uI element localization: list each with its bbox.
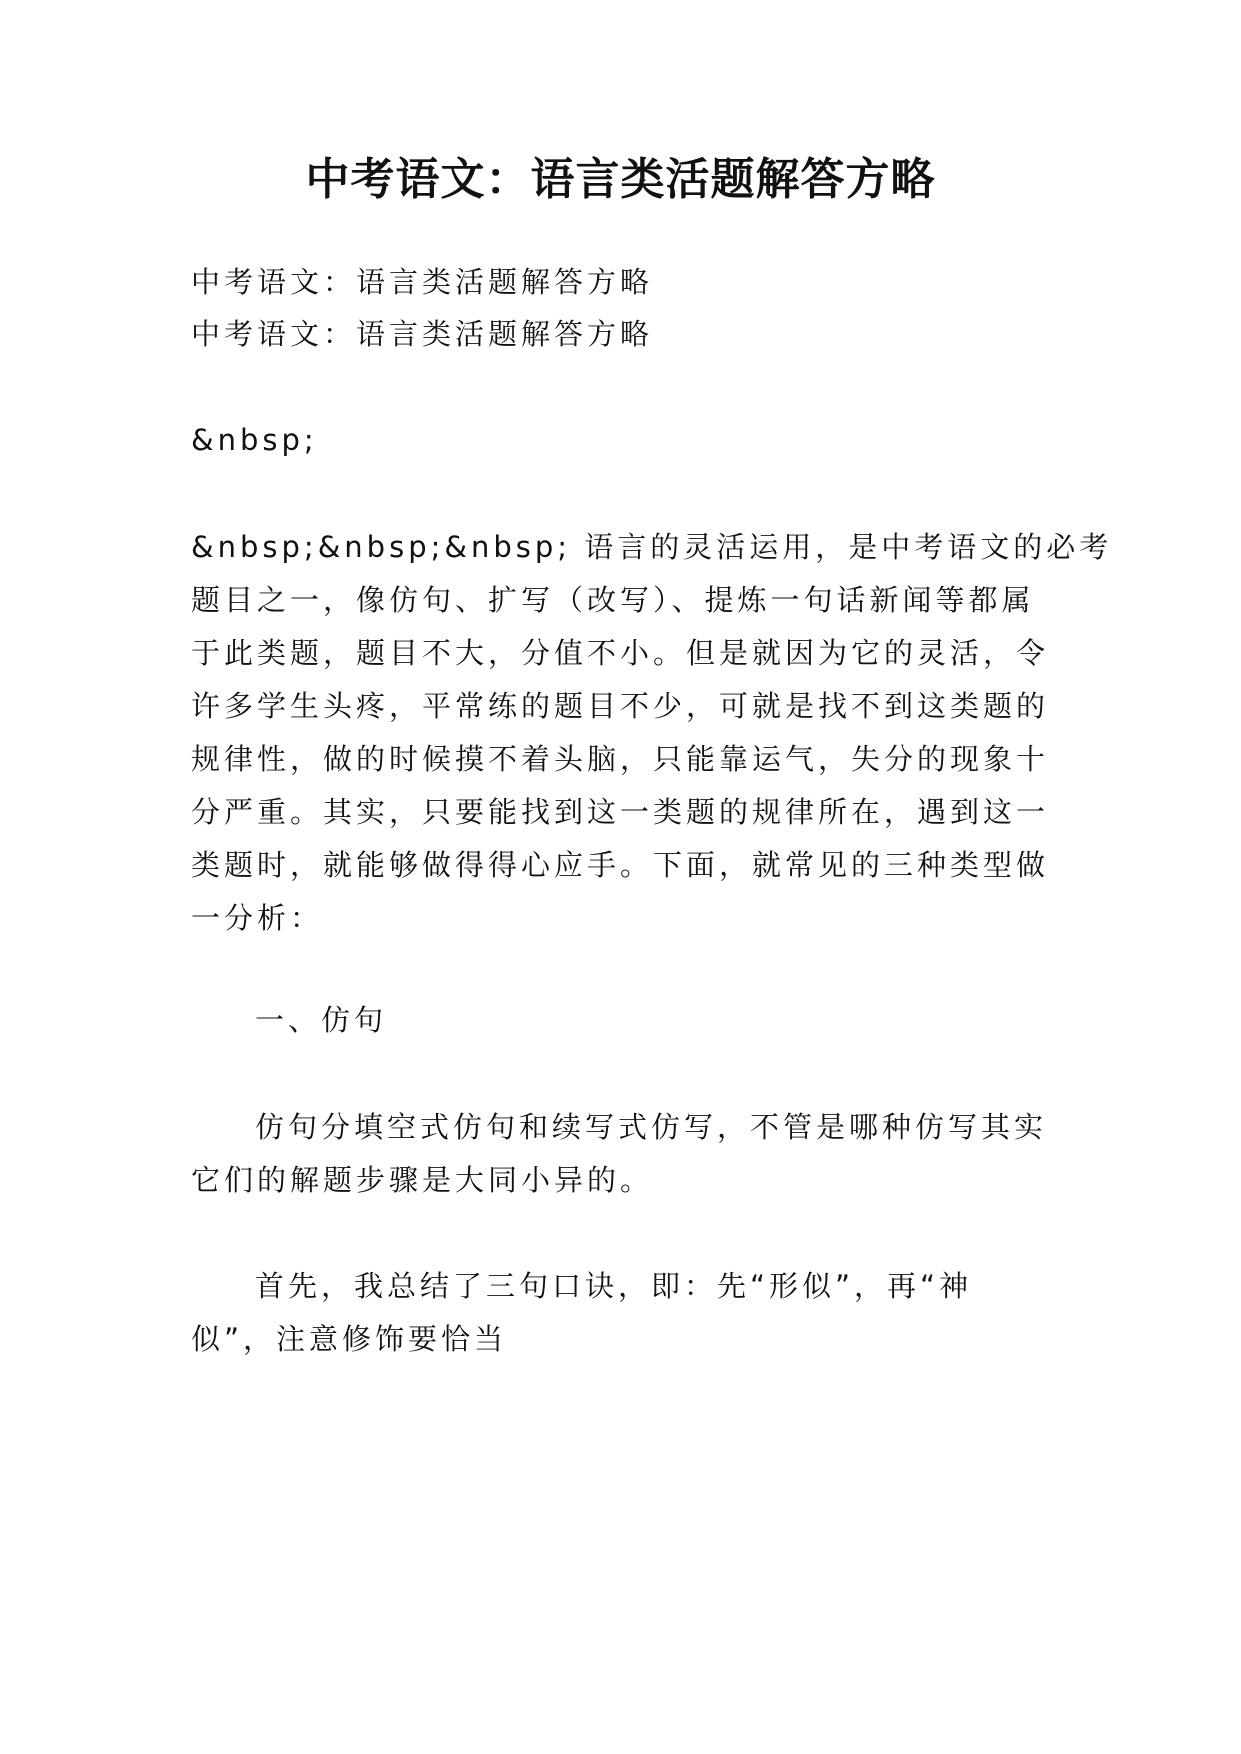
subtitle-line: 中考语文：语言类活题解答方略 [191, 265, 654, 299]
intro-paragraph-line: &nbsp;&nbsp;&nbsp; 语言的灵活运用，是中考语文的必考 [191, 530, 1113, 564]
intro-paragraph-line: 分严重。其实，只要能找到这一类题的规律所在，遇到这一 [191, 795, 1050, 829]
intro-paragraph-line: 一分析： [191, 901, 324, 935]
subtitle-line: 中考语文：语言类活题解答方略 [191, 317, 654, 351]
document-title: 中考语文：语言类活题解答方略 [305, 154, 936, 205]
intro-paragraph-line: 许多学生头疼，平常练的题目不少，可就是找不到这类题的 [191, 689, 1050, 723]
nbsp-line: &nbsp; [191, 423, 318, 457]
section-heading: 一、仿句 [255, 1003, 388, 1037]
intro-paragraph-line: 题目之一，像仿句、扩写（改写）、提炼一句话新闻等都属 [191, 583, 1035, 617]
intro-paragraph-line: 规律性，做的时候摸不着头脑，只能靠运气，失分的现象十 [191, 742, 1050, 776]
paragraph-2-line: 它们的解题步骤是大同小异的。 [191, 1163, 654, 1197]
paragraph-2-line: 仿句分填空式仿句和续写式仿写，不管是哪种仿写其实 [255, 1110, 1048, 1144]
intro-paragraph-line: 于此类题，题目不大，分值不小。但是就因为它的灵活，令 [191, 636, 1050, 670]
paragraph-3-line: 首先，我总结了三句口诀，即：先“形似”，再“神 [255, 1269, 973, 1303]
intro-paragraph-line: 类题时，就能够做得得心应手。下面，就常见的三种类型做 [191, 848, 1050, 882]
paragraph-3-line: 似”，注意修饰要恰当 [191, 1322, 508, 1356]
